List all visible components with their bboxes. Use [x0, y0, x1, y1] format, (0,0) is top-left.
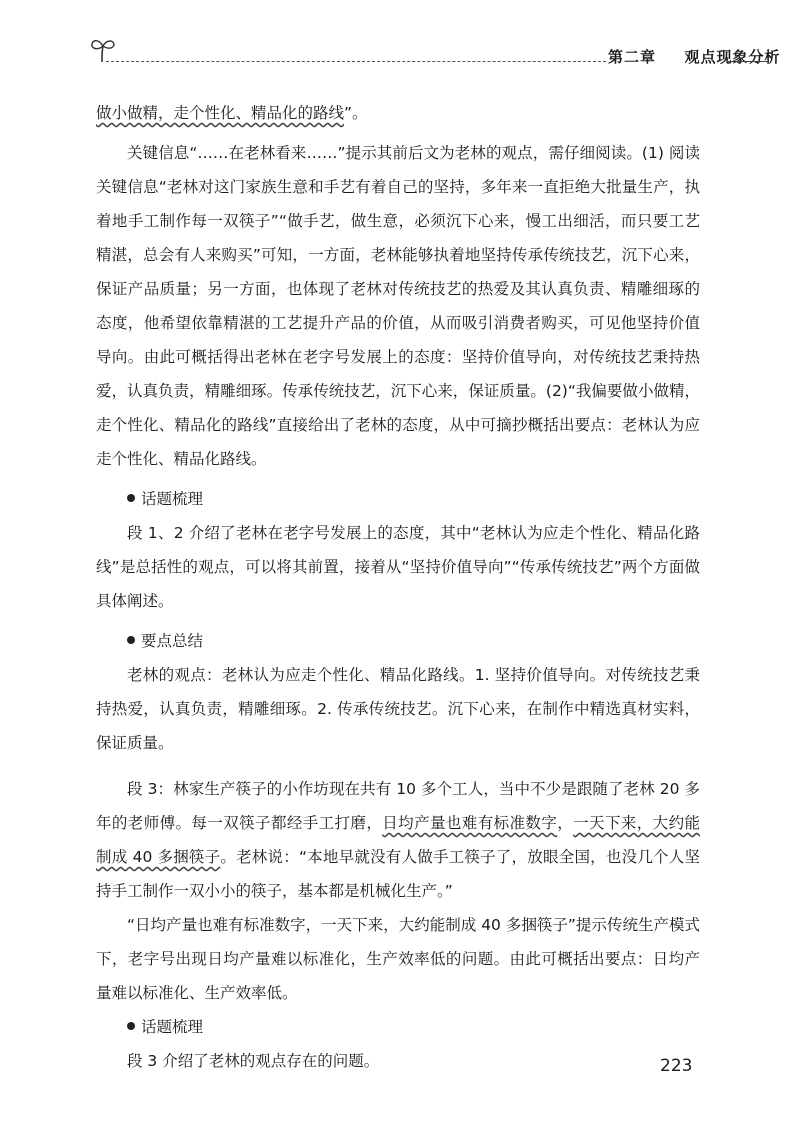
section-title: 观点现象分析	[684, 48, 781, 66]
underlined-quote: 一天下来，大约能制成 40 多捆筷子	[96, 814, 700, 866]
heading-label: 话题梳理	[141, 490, 204, 508]
chapter-number: 第二章	[608, 48, 657, 66]
paragraph	[96, 772, 700, 908]
text-span: 。老林说：“本地早就没有人做手工筷子了，放眼全国，也没几个人坚持手工制作一双小小的筷子，基本都是机械化生产。”	[96, 848, 700, 900]
chapter-title	[608, 46, 781, 67]
underlined-quote: 做小做精，走个性化、精品化的路线	[96, 104, 345, 122]
bullet-icon	[127, 494, 135, 502]
text-span: ，	[557, 814, 574, 832]
bullet-icon	[127, 636, 135, 644]
paragraph: 段 1、2 介绍了老林在老字号发展上的态度，其中“老林认为应走个性化、精品化路线”是总括性的观点，可以将其前置，接着从“坚持价值导向”“传承传统技艺”两个方面做具体阐述。	[96, 524, 700, 610]
paragraph: “日均产量也难有标准数字，一天下来，大约能制成 40 多捆筷子”提示传统生产模式下，老字号出现日均产量难以标准化，生产效率低的问题。由此可概括出要点：日均产量难以标准化、生产效率低。	[96, 916, 700, 1002]
page-number: 223	[660, 1056, 693, 1076]
heading-label: 要点总结	[141, 632, 204, 650]
paragraph: 老林的观点：老林认为应走个性化、精品化路线。1. 坚持价值导向。对传统技艺秉持热爱，认真负责，精雕细琢。2. 传承传统技艺。沉下心来，在制作中精选真材实料，保证质量。	[96, 666, 700, 752]
bullet-icon	[127, 1022, 135, 1030]
paragraph	[96, 96, 700, 130]
section-heading	[96, 482, 700, 516]
sprout-icon	[88, 34, 118, 68]
main-content	[96, 96, 700, 1078]
header-dashed-rule	[106, 61, 606, 62]
section-heading	[96, 1010, 700, 1044]
text-span: 段 3：林家生产筷子的小作坊现在共有 10 多个工人，当中不少是跟随了老林 20 多年的老师傅。每一双筷子都经手工打磨，	[96, 780, 700, 832]
running-header	[88, 34, 781, 74]
paragraph: 段 3 介绍了老林的观点存在的问题。	[127, 1052, 380, 1070]
section-heading	[96, 624, 700, 658]
heading-label: 话题梳理	[141, 1018, 204, 1036]
text-span: ”。	[344, 104, 368, 122]
underlined-quote: 日均产量也难有标准数字	[382, 814, 558, 832]
header-solid-rule	[728, 61, 768, 62]
paragraph: 关键信息“……在老林看来……”提示其前后文为老林的观点，需仔细阅读。(1) 阅读关键信息“老林对这门家族生意和手艺有着自己的坚持，多年来一直拒绝大批量生产，执着地手工制作每一双筷子”“做手艺，做生意，必须沉下心来，慢工出细活，而只要工艺精湛，总会有人来购买”可知，一方面，老林能够执着地坚持传承传统技艺，沉下心来，保证产品质量；另一方面，也体现了老林对传统技艺的热爱及其认真负责、精雕细琢的态度，他希望依靠精湛的工艺提升产品的价值，从而吸引消费者购买，可见他坚持价值导向。由此可概括得出老林在老字号发展上的态度：坚持价值导向，对传统技艺秉持热爱，认真负责，精雕细琢。传承传统技艺，沉下心来，保证质量。(2)“我偏要做小做精，走个性化、精品化的路线”直接给出了老林的态度，从中可摘抄概括出要点：老林认为应走个性化、精品化路线。	[96, 144, 700, 468]
